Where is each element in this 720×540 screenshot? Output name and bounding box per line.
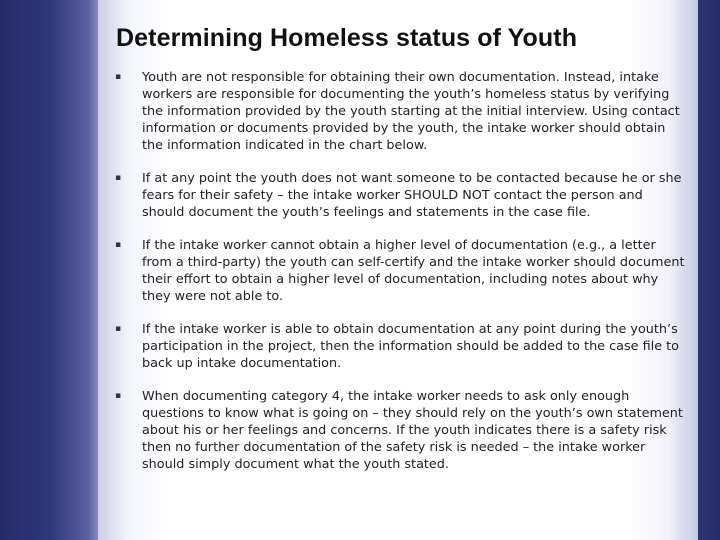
bullet-square-icon: ▪	[115, 173, 122, 183]
bullet-square-icon: ▪	[115, 240, 122, 250]
bullet-square-icon: ▪	[115, 391, 122, 401]
bullet-list	[115, 69, 685, 489]
bullet-text: If the intake worker cannot obtain a higher level of documentation (e.g., a letter from a third-party) the youth can self-certify and the intake worker should document their effort to obtain a higher level of documentation, including notes about why they were not able to.	[142, 238, 685, 304]
bullet-text: If the intake worker is able to obtain documentation at any point during the youth’s participation in the project, then the information should be added to the case file to back up intake documentation.	[142, 322, 680, 371]
bullet-item	[115, 237, 685, 305]
bullet-square-icon: ▪	[115, 324, 122, 334]
bullet-square-icon: ▪	[115, 72, 122, 82]
slide-title: Determining Homeless status of Youth	[116, 24, 578, 52]
bullet-item	[115, 388, 685, 473]
bullet-item	[115, 170, 685, 221]
bullet-item	[115, 69, 685, 154]
bullet-text: If at any point the youth does not want someone to be contacted because he or she fears for their safety – the intake worker SHOULD NOT contact the person and should document the youth’s feelings and statements in the case file.	[142, 171, 682, 220]
background-left-band	[0, 0, 110, 540]
bullet-item	[115, 321, 685, 372]
bullet-text: Youth are not responsible for obtaining their own documentation. Instead, intake workers are responsible for documenting the youth’s homeless status by verifying the information provided by the youth starting at the initial interview. Using contact information or documents provided by the youth, the intake worker should obtain the information indicated in the chart below.	[142, 70, 680, 153]
bullet-text: When documenting category 4, the intake worker needs to ask only enough questions to know what is going on – they should rely on the youth’s own statement about his or her feelings and concerns. If the youth indicates there is a safety risk then no further documentation of the safety risk is needed – the intake worker should simply document what the youth stated.	[142, 389, 683, 472]
